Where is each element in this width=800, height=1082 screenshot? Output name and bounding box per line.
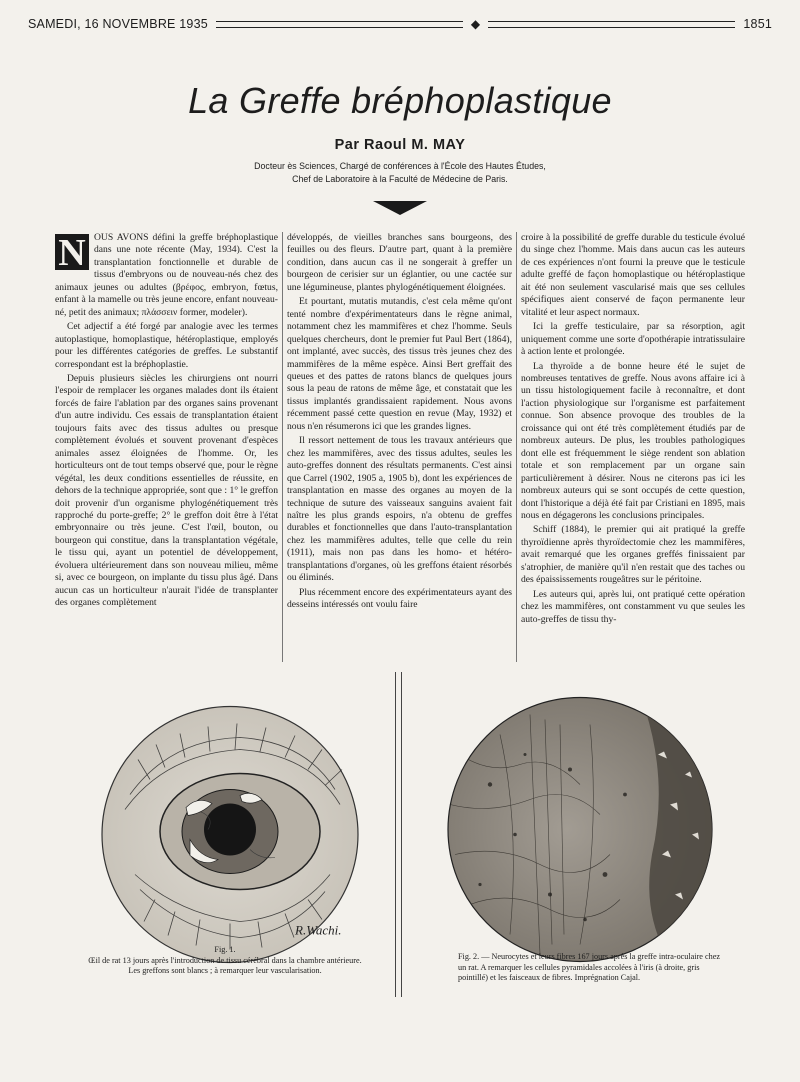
drop-cap: N <box>55 234 89 270</box>
paragraph: croire à la possibilité de greffe durable du testicule évolué du singe chez l'homme. Mais dans aucun cas les auteurs de ces expériences n'ont fourni la preuve que le testicule adulte greffé de façon homoplastique ou hétéroplastique ait été non seulement vascularisé mais que ses cellules spécifiques aient conservé de façon permanente leur vitalité et leur aspect normaux. <box>521 232 745 318</box>
article-author: Par Raoul M. MAY <box>334 137 466 153</box>
credentials-line-1: Docteur ès Sciences, Chargé de conférences à l'École des Hautes Études, <box>254 161 546 171</box>
paragraph: Depuis plusieurs siècles les chirurgiens ont nourri l'espoir de remplacer les organes malades dont ils étaient forcés de faire l'ablation par des organes sains provenant d'un autre individu. Ces essais de transplantation étaient toujours faits avec des tissus adultes ou presque complètement évolués et souvent provenant d'espèces animales assez éloignées de l'homme. Or, les horticulteurs ont de tout temps observé que, pour le règne végétal, les deux conditions essentielles de réussite, en dehors de la technique appropriée, sont que : 1° le greffon doit provenir d'un organisme phylogénétiquement très rapproché du porte-greffe; 2° le greffon doit être à l'état embryonnaire ou très jeune. C'est l'œil, bouton, ou bourgeon qui constitue, dans la transplantation végétale, le tissu qui, ayant un potentiel de développement, évoluera ultérieurement dans son nouveau milieu, même si, avec ce bourgeon, on implante du tissu plus âgé. Dans aucun cas un horticulteur n'aurait l'idée de transplanter des organes complètement <box>55 372 278 609</box>
paragraph: développés, de vieilles branches sans bourgeons, des feuilles ou des fleurs. D'autre part, quant à la première condition, dans aucun cas il ne songerait à greffer un bourgeon de cerisier sur un églantier, ou une cactée sur une légumineuse, plantes phylogénétiquement éloignées. <box>287 232 512 293</box>
diamond-ornament-icon: ◆ <box>470 17 481 31</box>
paragraph: Schiff (1884), le premier qui ait pratiqué la greffe thyroïdienne après thyroïdectomie chez les mammifères, avait remarqué que les organes greffés finissaient par s'atrophier, de manière qu'il n'en restait que des taches ou des épaississements rougeâtres sur le péritoine. <box>521 524 745 586</box>
paragraph: Cet adjectif a été forgé par analogie avec les termes autoplastique, homoplastique, hétéroplastique, employés pour les différentes catégories de greffes. Le substantif correspondant est la bréphoplastie. <box>55 321 278 370</box>
text-column-3 <box>521 232 745 662</box>
figure-1-caption-text: Œil de rat 13 jours après l'introduction de tissu cérébral dans la chambre antérieure. Les greffons sont blancs ; à remarquer leur vascularisation. <box>88 955 362 975</box>
header-rule-right <box>488 21 735 28</box>
column-divider <box>516 232 517 662</box>
paragraph: Les auteurs qui, après lui, ont pratiqué cette opération chez les mammifères, ont constamment vu que seules les auto-greffes de tissu thy- <box>521 588 745 625</box>
paragraph: Ici la greffe testiculaire, par sa résorption, agit uniquement comme une sorte d'opothérapie intratissulaire à action lente et prolongée. <box>521 321 745 358</box>
article-title: La Greffe bréphoplastique <box>188 80 612 121</box>
figure-1-caption <box>82 945 368 977</box>
issue-date: SAMEDI, 16 NOVEMBRE 1935 <box>28 17 208 31</box>
figure-divider-right <box>401 672 402 997</box>
text-column-2 <box>287 232 512 662</box>
paragraph: OUS AVONS défini la greffe bréphoplastique dans une note récente (May, 1934). C'est la transplantation fonctionnelle et durable de tissus d'embryons ou de nouveau-nés chez des animaux jeunes ou adultes (βρέφος, embryon, fœtus, enfant à la mamelle ou très jeune encore, enfant nouveau-né, petit des animaux; πλάσσειν former, modeler). <box>55 232 278 318</box>
paragraph: La thyroïde a de bonne heure été le sujet de nombreuses tentatives de greffe. Nous avons affaire ici à un tissu histologiquement facile à reconnaître, et dont l'action physiologique sur l'organisme est parfaitement connue. Son absence provoque des troubles de la croissance qui ont été très complètement étudiés par de nombreux auteurs. De plus, les troubles pathologiques dont elle est fréquemment le siège rendent son ablation totale et son remplacement par un organe sain particulièrement à désirer. Nous ne citerons pas ici les nombreux auteurs qui se sont occupés de cette question, dont l'historique a déjà été fait par Cristiani en 1895, mais nous en dégagerons les conclusions principales. <box>521 360 745 521</box>
paragraph: Plus récemment encore des expérimentateurs ayant des desseins intéressés ont voulu faire <box>287 586 512 611</box>
author-credentials <box>0 160 800 185</box>
figure-2-micrograph <box>430 672 730 997</box>
header-rule-left <box>216 21 463 28</box>
column-divider <box>282 232 283 662</box>
text-column-1 <box>55 232 278 662</box>
figure-2-caption: Fig. 2. — Neurocytes et leurs fibres 167 jours après la greffe intra-oculaire chez un rat. A remarquer les cellules pyramidales accolées à l'iris (à droite, gris pointillé) et les faisceaux de fibres. Imprégnation Cajal. <box>458 952 720 982</box>
figure-1-number: Fig. 1. <box>214 945 236 954</box>
paragraph: Il ressort nettement de tous les travaux antérieurs que chez les mammifères, avec des tissus adultes, seules les auto-greffes donnent des résultats permanents. C'est ainsi que Carrel (1902, 1905 a, 1905 b), dont les expériences de transplantation en masse des organes au moyen de la technique de suture des vaisseaux sanguins avaient fait naître les plus grands espoirs, n'a obtenu de greffes durables et fonctionnelles que dans l'auto-transplantation chez les mammifères adultes, telle que celle du rein (1911), mais non pas dans les homo- et hétéro-transplantations d'organes, où les greffons étaient résorbés ou éliminés. <box>287 435 512 584</box>
down-arrow-icon <box>373 201 427 215</box>
page-header <box>28 14 772 34</box>
artist-signature: R.Wachi. <box>295 922 342 938</box>
figure-divider-left <box>395 672 396 997</box>
credentials-line-2: Chef de Laboratoire à la Faculté de Médecine de Paris. <box>292 173 508 184</box>
paragraph: Et pourtant, mutatis mutandis, c'est cela même qu'ont tenté nombre d'expérimentateurs dans le règne animal, notamment chez les mammifères et chez l'homme. Seuls quelques chercheurs, dont le premier fut Paul Bert (1864), ont implanté, avec succès, des tissus très jeunes chez des mammifères de la même espèce. Ainsi Bert greffait des queues et des pattes de ratons blancs de quelques jours sous la peau de ratons de même âge, et constatait que les tissus implantés grandissaient rapidement. Nous avons récemment passé cette question en revue (May, 1932) et nous n'en résumerons ici que les grandes lignes. <box>287 296 512 432</box>
page-number: 1851 <box>743 17 773 31</box>
